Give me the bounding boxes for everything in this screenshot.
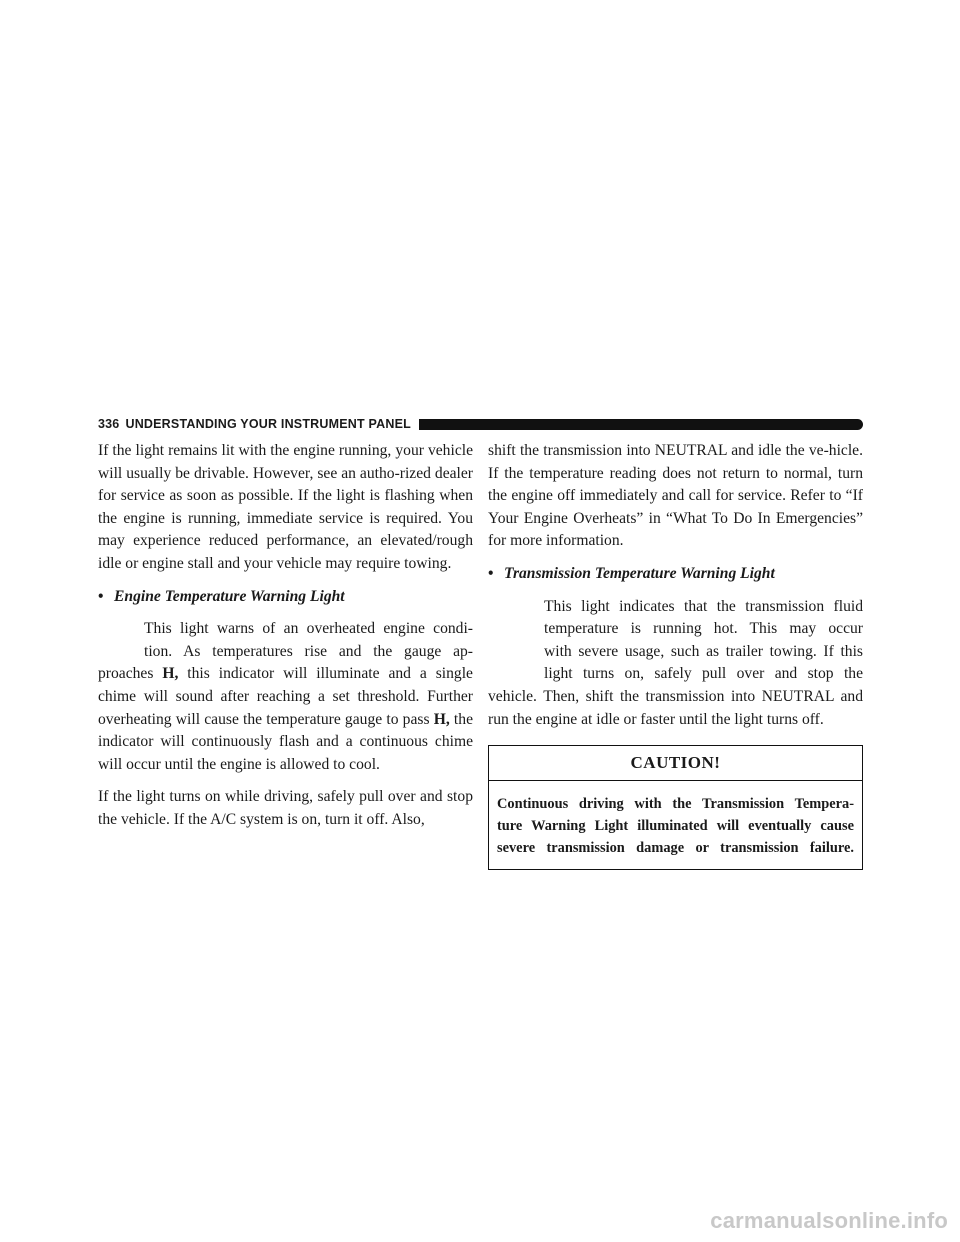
bullet-dot: • [488,564,494,582]
caution-line-3: severe transmission damage or transmission failure. [497,839,854,856]
bullet-transmission-temperature-title: Transmission Temperature Warning Light [504,564,775,582]
engine-bold-h-2: H, [433,710,450,728]
engine-text-1: proaches [98,665,163,683]
paragraph-shift-neutral: shift the transmission into NEUTRAL and idle the ve-hicle. If the temperature reading does not return to normal, turn the engine off immediately and call for service. Refer to “If Your Engine Overheats” in “What To Do In Emergencies” for more information. [488,442,863,550]
bullet-engine-temperature-title: Engine Temperature Warning Light [114,587,345,605]
page-number: 336 [98,417,120,431]
caution-box [488,745,863,870]
watermark: carmanualsonline.info [710,1208,948,1233]
bullet-dot: • [98,587,104,605]
engine-bold-h-1: H, [162,665,179,683]
running-title: UNDERSTANDING YOUR INSTRUMENT PANEL [125,417,411,431]
caution-body [489,781,862,869]
caution-title: CAUTION! [489,746,862,781]
caution-line-2: ture Warning Light illuminated will eventually cause [497,817,854,834]
paragraph-light-turns-on: If the light turns on while driving, safely pull over and stop the vehicle. If the A/C system is on, turn it off. Also, [98,788,473,828]
trans-line-2: temperature is running hot. This may occur [544,620,863,638]
header-rule [419,419,863,430]
engine-line-1: This light warns of an overheated engine condi- [144,620,473,638]
paragraph-light-remains-lit: If the light remains lit with the engine running, your vehicle will usually be drivable. However, see an autho-rized dealer for service as soon as possible. If the light is flashing when the engine is running, immediate service is required. You may experience reduced performance, an elevated/rough idle or engine stall and your vehicle may require towing. [98,442,473,572]
engine-text-2: this indicator will illuminate and a single chime will sound after reaching a set threshold. Further overheating will cause the temperature gauge to pass [98,665,473,728]
right-column [488,440,863,870]
trans-text-rest: vehicle. Then, shift the transmission into NEUTRAL and run the engine at idle or faster until the light turns off. [488,687,863,728]
trans-line-1: This light indicates that the transmission fluid [544,597,863,615]
transmission-temperature-description [488,596,863,732]
trans-line-3: with severe usage, such as trailer towing. If this [544,642,863,660]
page-header [98,414,863,434]
engine-line-2: tion. As temperatures rise and the gauge ap- [144,642,473,660]
trans-line-4: light turns on, safely pull over and stop the [544,665,863,683]
bullet-engine-temperature [98,586,473,609]
caution-line-1: Continuous driving with the Transmission Tempera- [497,795,854,812]
left-column [98,440,473,842]
bullet-transmission-temperature [488,563,863,586]
engine-temperature-description [98,618,473,776]
engine-text-3: the indicator will continuously flash and a continuous chime will occur until the engine is allowed to cool. [98,710,473,773]
